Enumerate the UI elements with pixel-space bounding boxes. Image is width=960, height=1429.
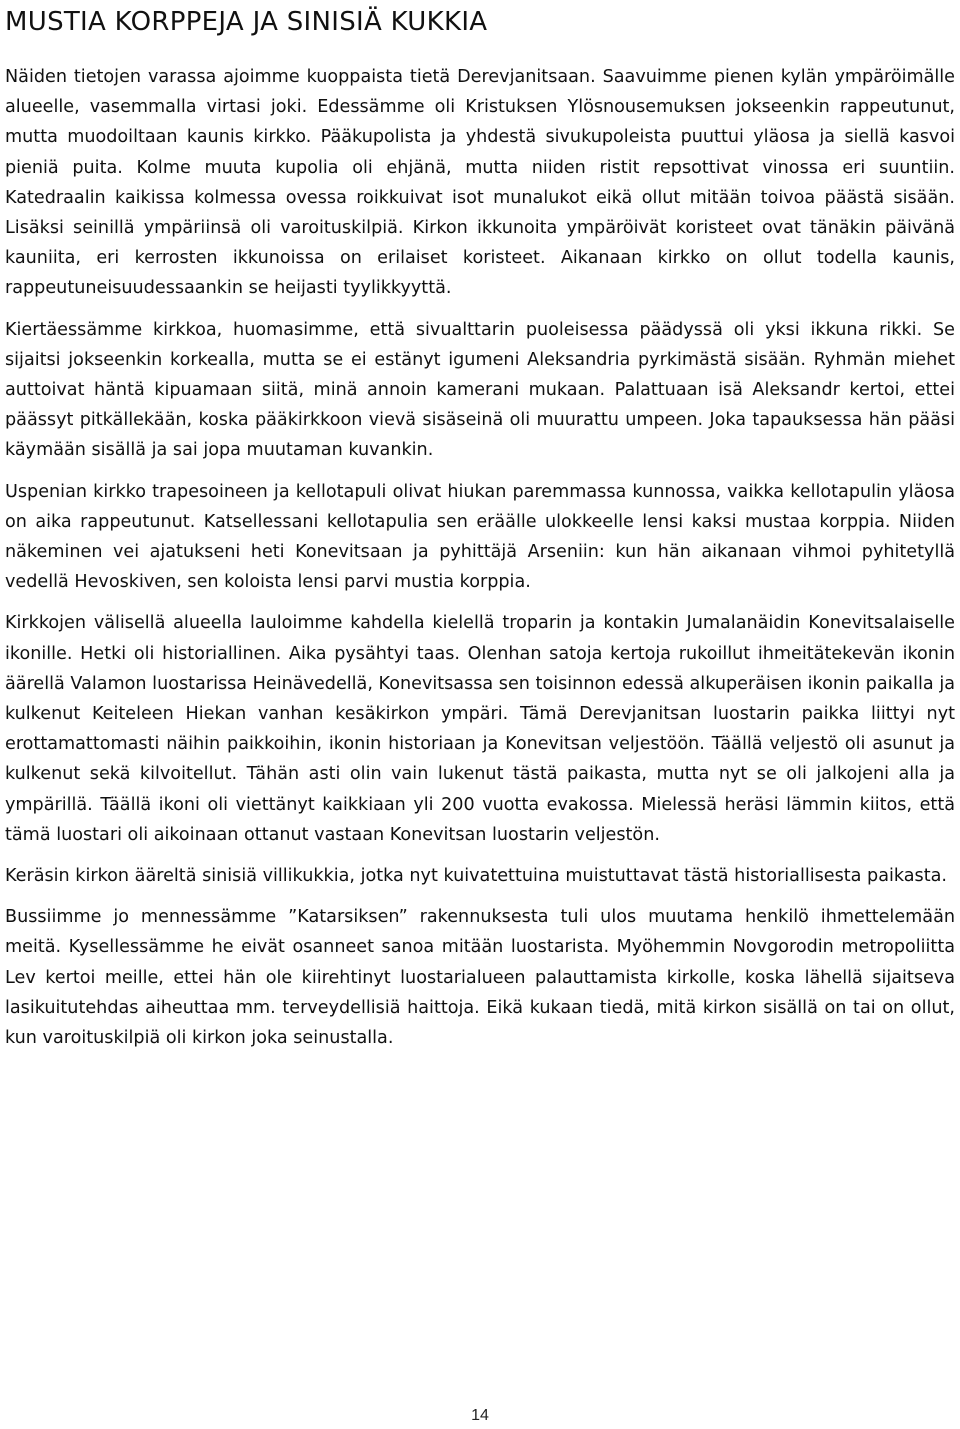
page-number: 14 [471,1407,489,1424]
paragraph-4: Kirkkojen välisellä alueella lauloimme kahdella kielellä troparin ja kontakin Jumalanäidin Konevitsalaiselle ikonille. Hetki oli historiallinen. Aika pysähtyi taas. Olenhan satoja kertoja rukoillut ihmeitätekevän ikonin äärellä Valamon luostarissa Heinävedellä, Konevitsassa sen toisinnon edessä alkuperäisen ikonin paikalla ja kulkenut Keiteleen Hiekan vanhan kesäkirkon ympäri. Tämä Derevjanitsan luostarin paikka liittyi nyt erottamattomasti näihin paikkoihin, ikonin historiaan ja Konevitsan veljestöön. Täällä veljestö oli asunut ja kulkenut sekä kilvoitellut. Tähän asti olin vain lukenut tästä paikasta, mutta nyt se oli jalkojeni alla ja ympärillä. Täällä ikoni oli viettänyt kaikkiaan yli 200 vuotta evakossa. Mielessä heräsi lämmin kiitos, että tämä luostari oli aikoinaan ottanut vastaan Konevitsan luostarin veljestön. [5,613,955,845]
document-page [5,0,955,1053]
paragraph-1: Näiden tietojen varassa ajoimme kuoppaista tietä Derevjanitsaan. Saavuimme pienen kylän ympäröimälle alueelle, vasemmalla virtasi joki. Edessämme oli Kristuksen Ylösnousemuksen jokseenkin rappeutunut, mutta muodoiltaan kaunis kirkko. Pääkupolista ja yhdestä sivukupoleista puuttui yläosa ja siellä kasvoi pieniä puita. Kolme muuta kupolia oli ehjänä, mutta niiden ristit repsottivat vinossa eri suuntiin. Katedraalin kaikissa kolmessa ovessa roikkuivat isot munalukot eikä ollut mitään toivoa päästä sisään. Lisäksi seinillä ympäriinsä oli varoituskilpiä. Kirkon ikkunoita ympäröivät koristeet ovat tänäkin päivänä kauniita, eri kerrosten ikkunoissa on erilaiset koristeet. Aikanaan kirkko on ollut todella kaunis, rappeutuneisuudessaankin se heijasti tyylikkyyttä. [5,67,955,299]
chapter-title: MUSTIA KORPPEJA JA SINISIÄ KUKKIA [5,7,488,37]
paragraph-6: Bussiimme jo mennessämme ”Katarsiksen” rakennuksesta tuli ulos muutama henkilö ihmettelemään meitä. Kysellessämme he eivät osanneet sanoa mitään luostarista. Myöhemmin Novgorodin metropoliitta Lev kertoi meille, ettei hän ole kiirehtinyt luostarialueen palauttamista kirkolle, koska lähellä sijaitseva lasikuitutehdas aiheuttaa mm. terveydellisiä haittoja. Eikä kukaan tiedä, mitä kirkon sisällä on tai on ollut, kun varoituskilpiä oli kirkon joka seinustalla. [5,907,955,1049]
paragraph-5: Keräsin kirkon ääreltä sinisiä villikukkia, jotka nyt kuivatettuina muistuttavat tästä historiallisesta paikasta. [5,866,947,887]
paragraph-2: Kiertäessämme kirkkoa, huomasimme, että sivualttarin puoleisessa päädyssä oli yksi ikkuna rikki. Se sijaitsi jokseenkin korkealla, mutta se ei estänyt igumeni Aleksandria pyrkimästä sisään. Ryhmän miehet auttoivat häntä kipuamaan siitä, minä annoin kamerani mukaan. Palattuaan isä Aleksandr kertoi, ettei päässyt pitkällekään, koska pääkirkkoon vievä sisäseinä oli muurattu umpeen. Joka tapauksessa hän pääsi käymään sisällä ja sai jopa muutaman kuvankin. [5,319,955,461]
paragraph-3: Uspenian kirkko trapesoineen ja kellotapuli olivat hiukan paremmassa kunnossa, vaikka kellotapulin yläosa on aika rappeutunut. Katsellessani kellotapulia sen eräälle ulokkeelle lensi kaksi mustaa korppia. Niiden näkeminen vei ajatukseni heti Konevitsaan ja pyhittäjä Arseniin: kun hän aikanaan vihmoi pyhitetyllä vedellä Hevoskiven, sen koloista lensi parvi mustia korppia. [5,481,955,593]
